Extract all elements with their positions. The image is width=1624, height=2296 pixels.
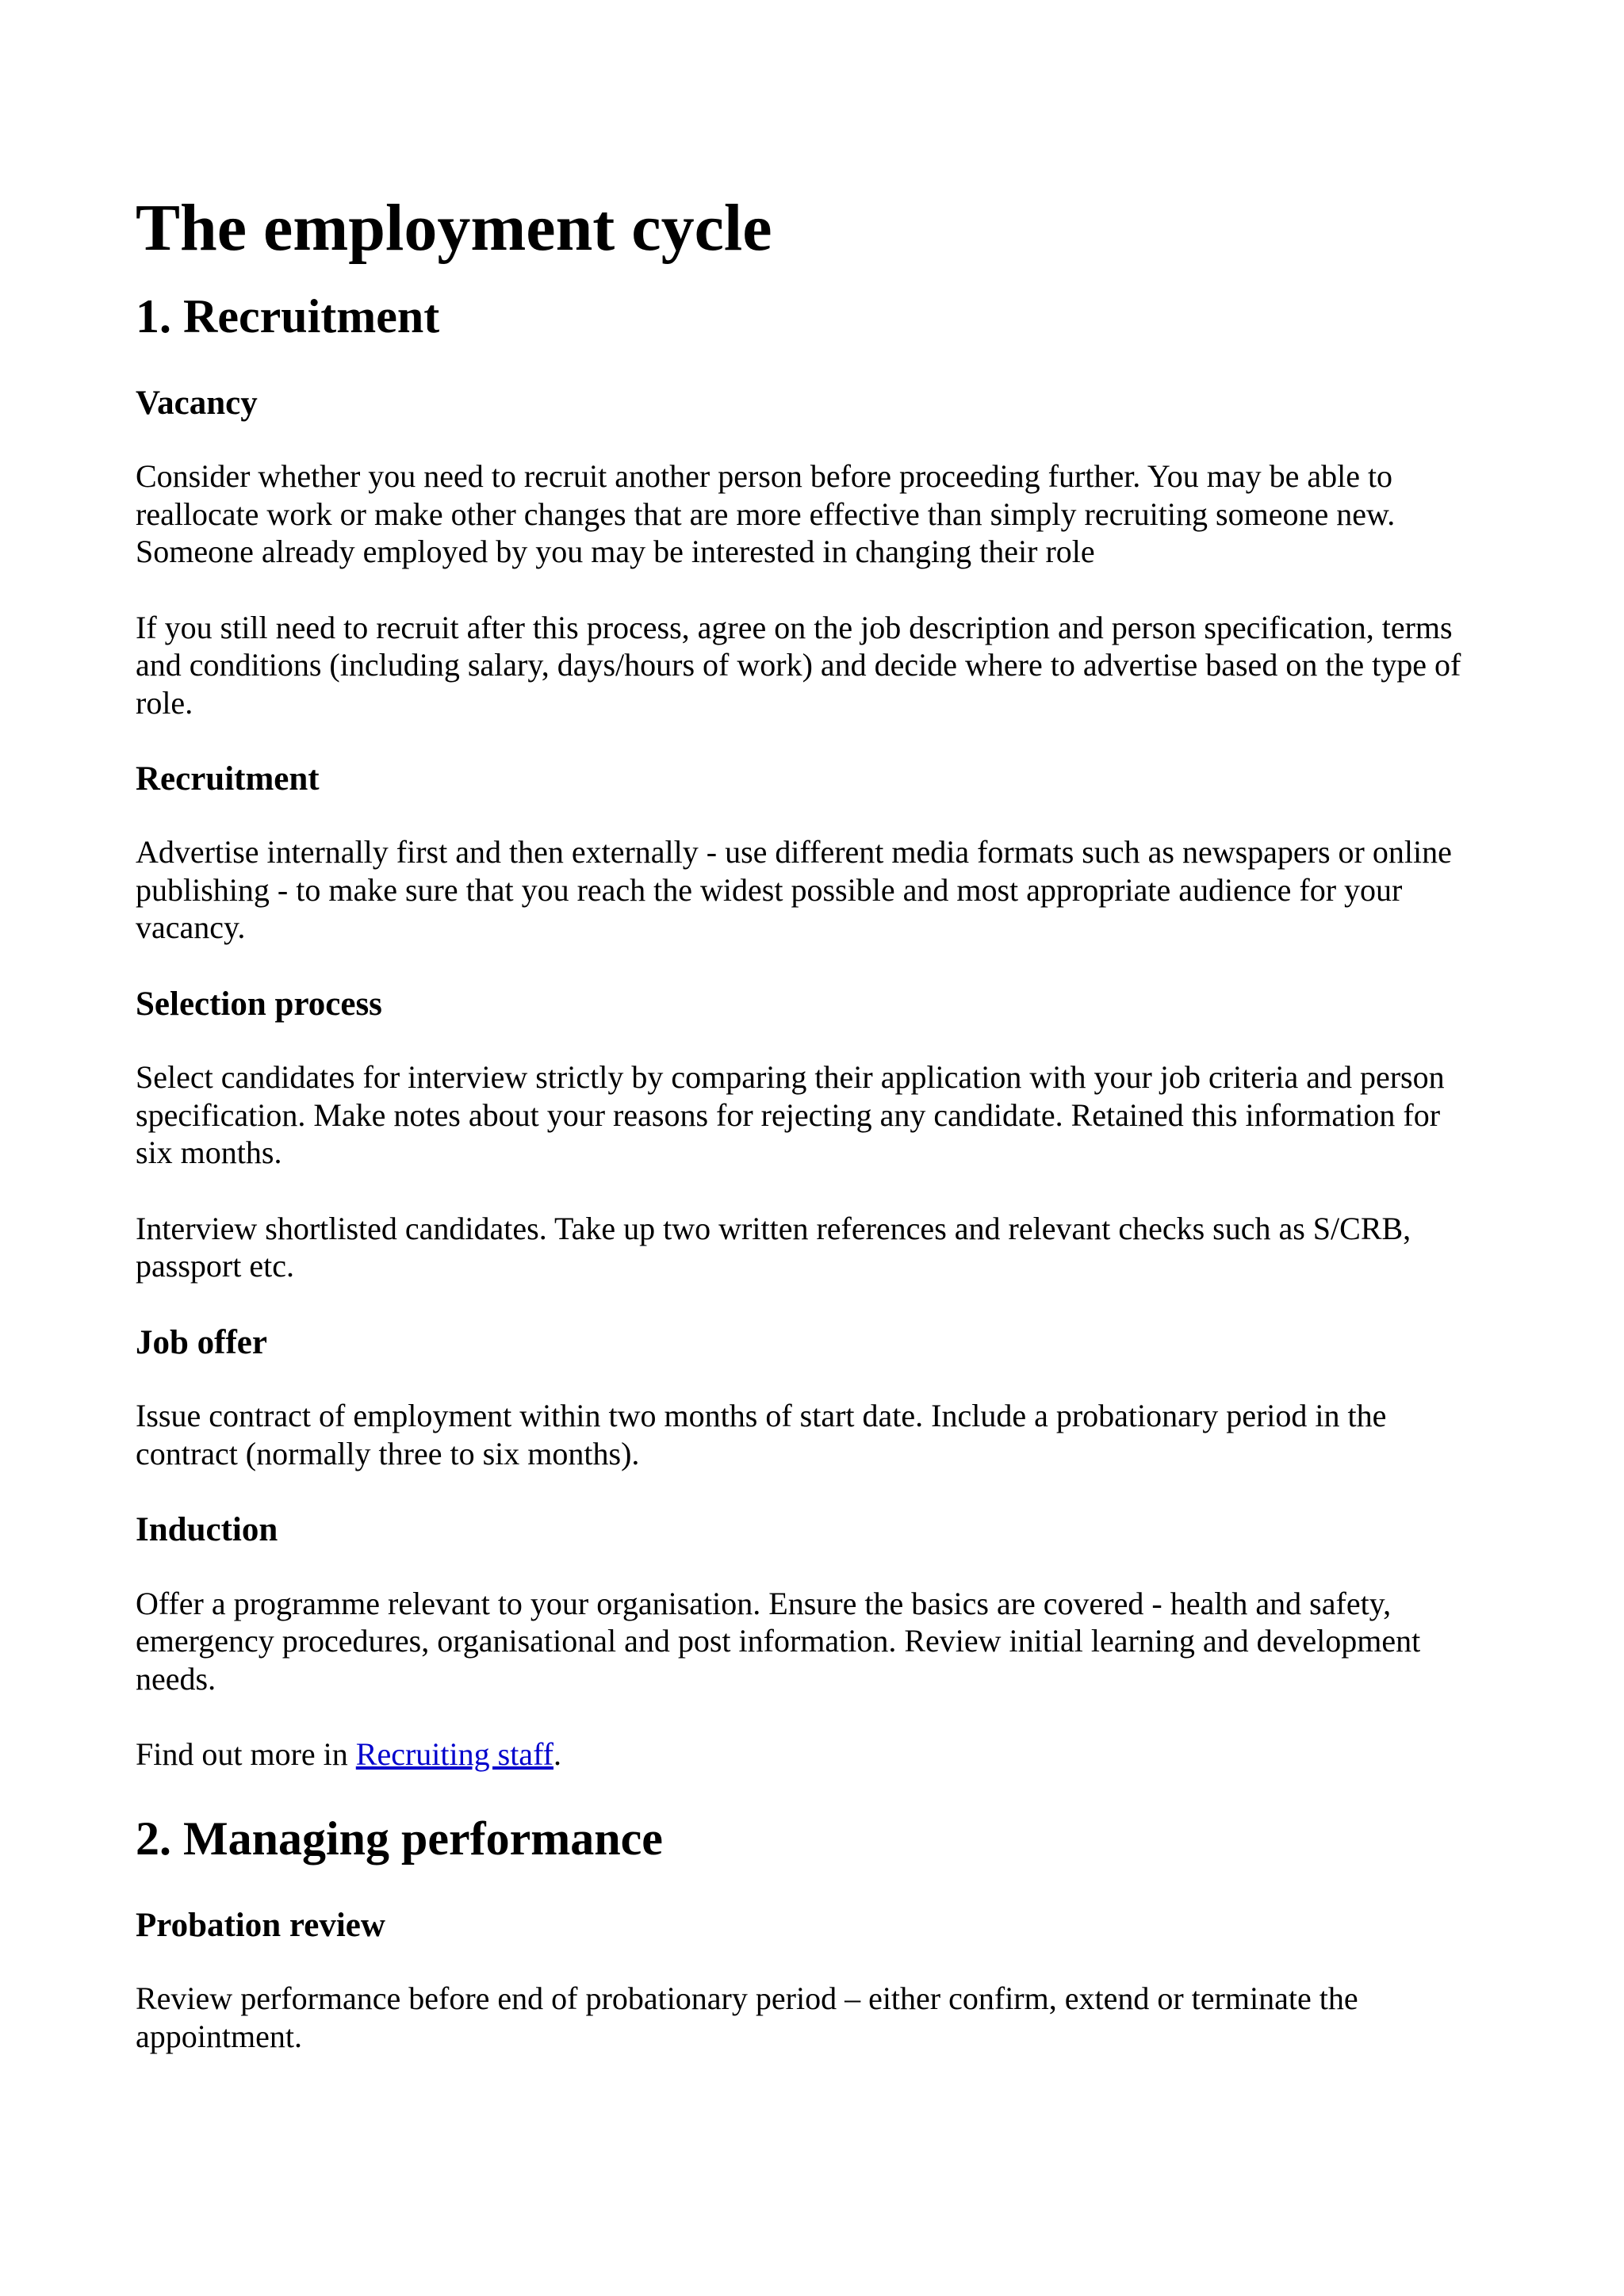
paragraph-find-out-more — [136, 1735, 1484, 1774]
paragraph-vacancy-2: If you still need to recruit after this process, agree on the job description and person specification, terms and conditions (including salary, days/hours of work) and decide where to advertise based on the type of role. — [136, 609, 1461, 721]
subheading-probation-review: Probation review — [136, 1906, 385, 1944]
paragraph-probation-1: Review performance before end of probationary period – either confirm, extend or terminate the appointment. — [136, 1980, 1358, 2054]
paragraph-vacancy-1: Consider whether you need to recruit another person before proceeding further. You may be able to reallocate work or make other changes that are more effective than simply recruiting someone new. Someone already employed by you may be interested in changing their role — [136, 458, 1396, 570]
paragraph-induction-1: Offer a programme relevant to your organisation. Ensure the basics are covered - health and safety, emergency procedures, organisational and post information. Review initial learning and development needs. — [136, 1585, 1421, 1697]
subheading-vacancy: Vacancy — [136, 384, 258, 422]
find-out-more-suffix: . — [553, 1736, 561, 1773]
document-title: The employment cycle — [136, 191, 772, 265]
recruiting-staff-link[interactable]: Recruiting staff — [355, 1736, 553, 1773]
subheading-induction: Induction — [136, 1511, 278, 1549]
subheading-selection-process: Selection process — [136, 985, 382, 1023]
paragraph-selection-2: Interview shortlisted candidates. Take up two written references and relevant checks such as S/CRB, passport etc. — [136, 1210, 1411, 1284]
paragraph-recruitment-1: Advertise internally first and then externally - use different media formats such as newspapers or online publishing - to make sure that you reach the widest possible and most appropriate audience for your vacancy. — [136, 834, 1452, 946]
paragraph-job-offer-1: Issue contract of employment within two months of start date. Include a probationary period in the contract (normally three to six months). — [136, 1398, 1387, 1471]
subheading-recruitment: Recruitment — [136, 760, 320, 798]
section-heading-managing-performance: 2. Managing performance — [136, 1812, 663, 1865]
document-page — [136, 190, 1484, 2093]
section-heading-recruitment: 1. Recruitment — [136, 289, 440, 342]
subheading-job-offer: Job offer — [136, 1323, 267, 1361]
find-out-more-prefix: Find out more in — [136, 1736, 356, 1773]
paragraph-selection-1: Select candidates for interview strictly by comparing their application with your job criteria and person specification. Make notes about your reasons for rejecting any candidate. Retained this information for six months. — [136, 1059, 1445, 1171]
